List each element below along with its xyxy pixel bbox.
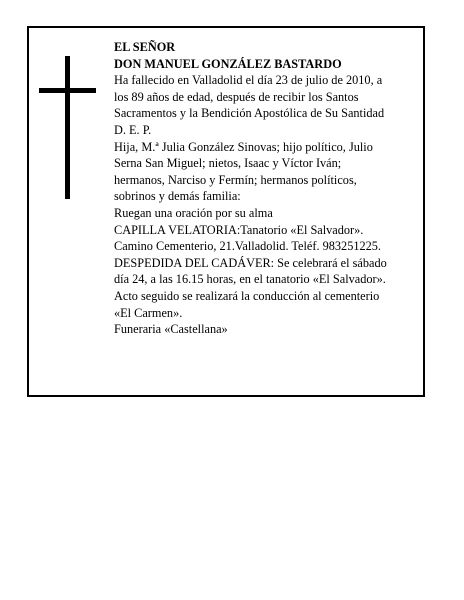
notice-line: día 24, a las 16.15 horas, en el tanatorio «El Salvador». <box>114 272 386 287</box>
notice-line: hermanos, Narciso y Fermín; hermanos políticos, <box>114 172 357 187</box>
notice-line: DESPEDIDA DEL CADÁVER: Se celebrará el sábado <box>114 255 387 270</box>
notice-line: Serna San Miguel; nietos, Isaac y Víctor Iván; <box>114 156 342 171</box>
latin-cross-icon <box>39 56 96 199</box>
notice-line: Acto seguido se realizará la conducción al cementerio <box>114 288 380 303</box>
cross-horizontal-bar <box>39 88 96 93</box>
notice-line: los 89 años de edad, después de recibir los Santos <box>114 89 359 104</box>
notice-line: «El Carmen». <box>114 305 183 320</box>
deceased-name: DON MANUEL GONZÁLEZ BASTARDO <box>114 56 342 71</box>
cross-vertical-bar <box>65 56 70 199</box>
notice-line: Ha fallecido en Valladolid el día 23 de julio de 2010, a <box>114 73 383 88</box>
notice-line: Hija, M.ª Julia González Sinovas; hijo político, Julio <box>114 139 373 154</box>
notice-line: sobrinos y demás familia: <box>114 189 241 204</box>
obituary-notice <box>27 26 425 397</box>
notice-line: CAPILLA VELATORIA:Tanatorio «El Salvador». <box>114 222 364 237</box>
notice-line: Ruegan una oración por su alma <box>114 205 273 220</box>
notice-line: Sacramentos y la Bendición Apostólica de Su Santidad <box>114 106 385 121</box>
notice-line: D. E. P. <box>114 122 152 137</box>
heading-title: EL SEÑOR <box>114 40 176 54</box>
notice-line: Funeraria «Castellana» <box>114 322 228 337</box>
notice-text <box>114 39 424 338</box>
notice-line: Camino Cementerio, 21.Valladolid. Teléf. 983251225. <box>114 239 382 254</box>
